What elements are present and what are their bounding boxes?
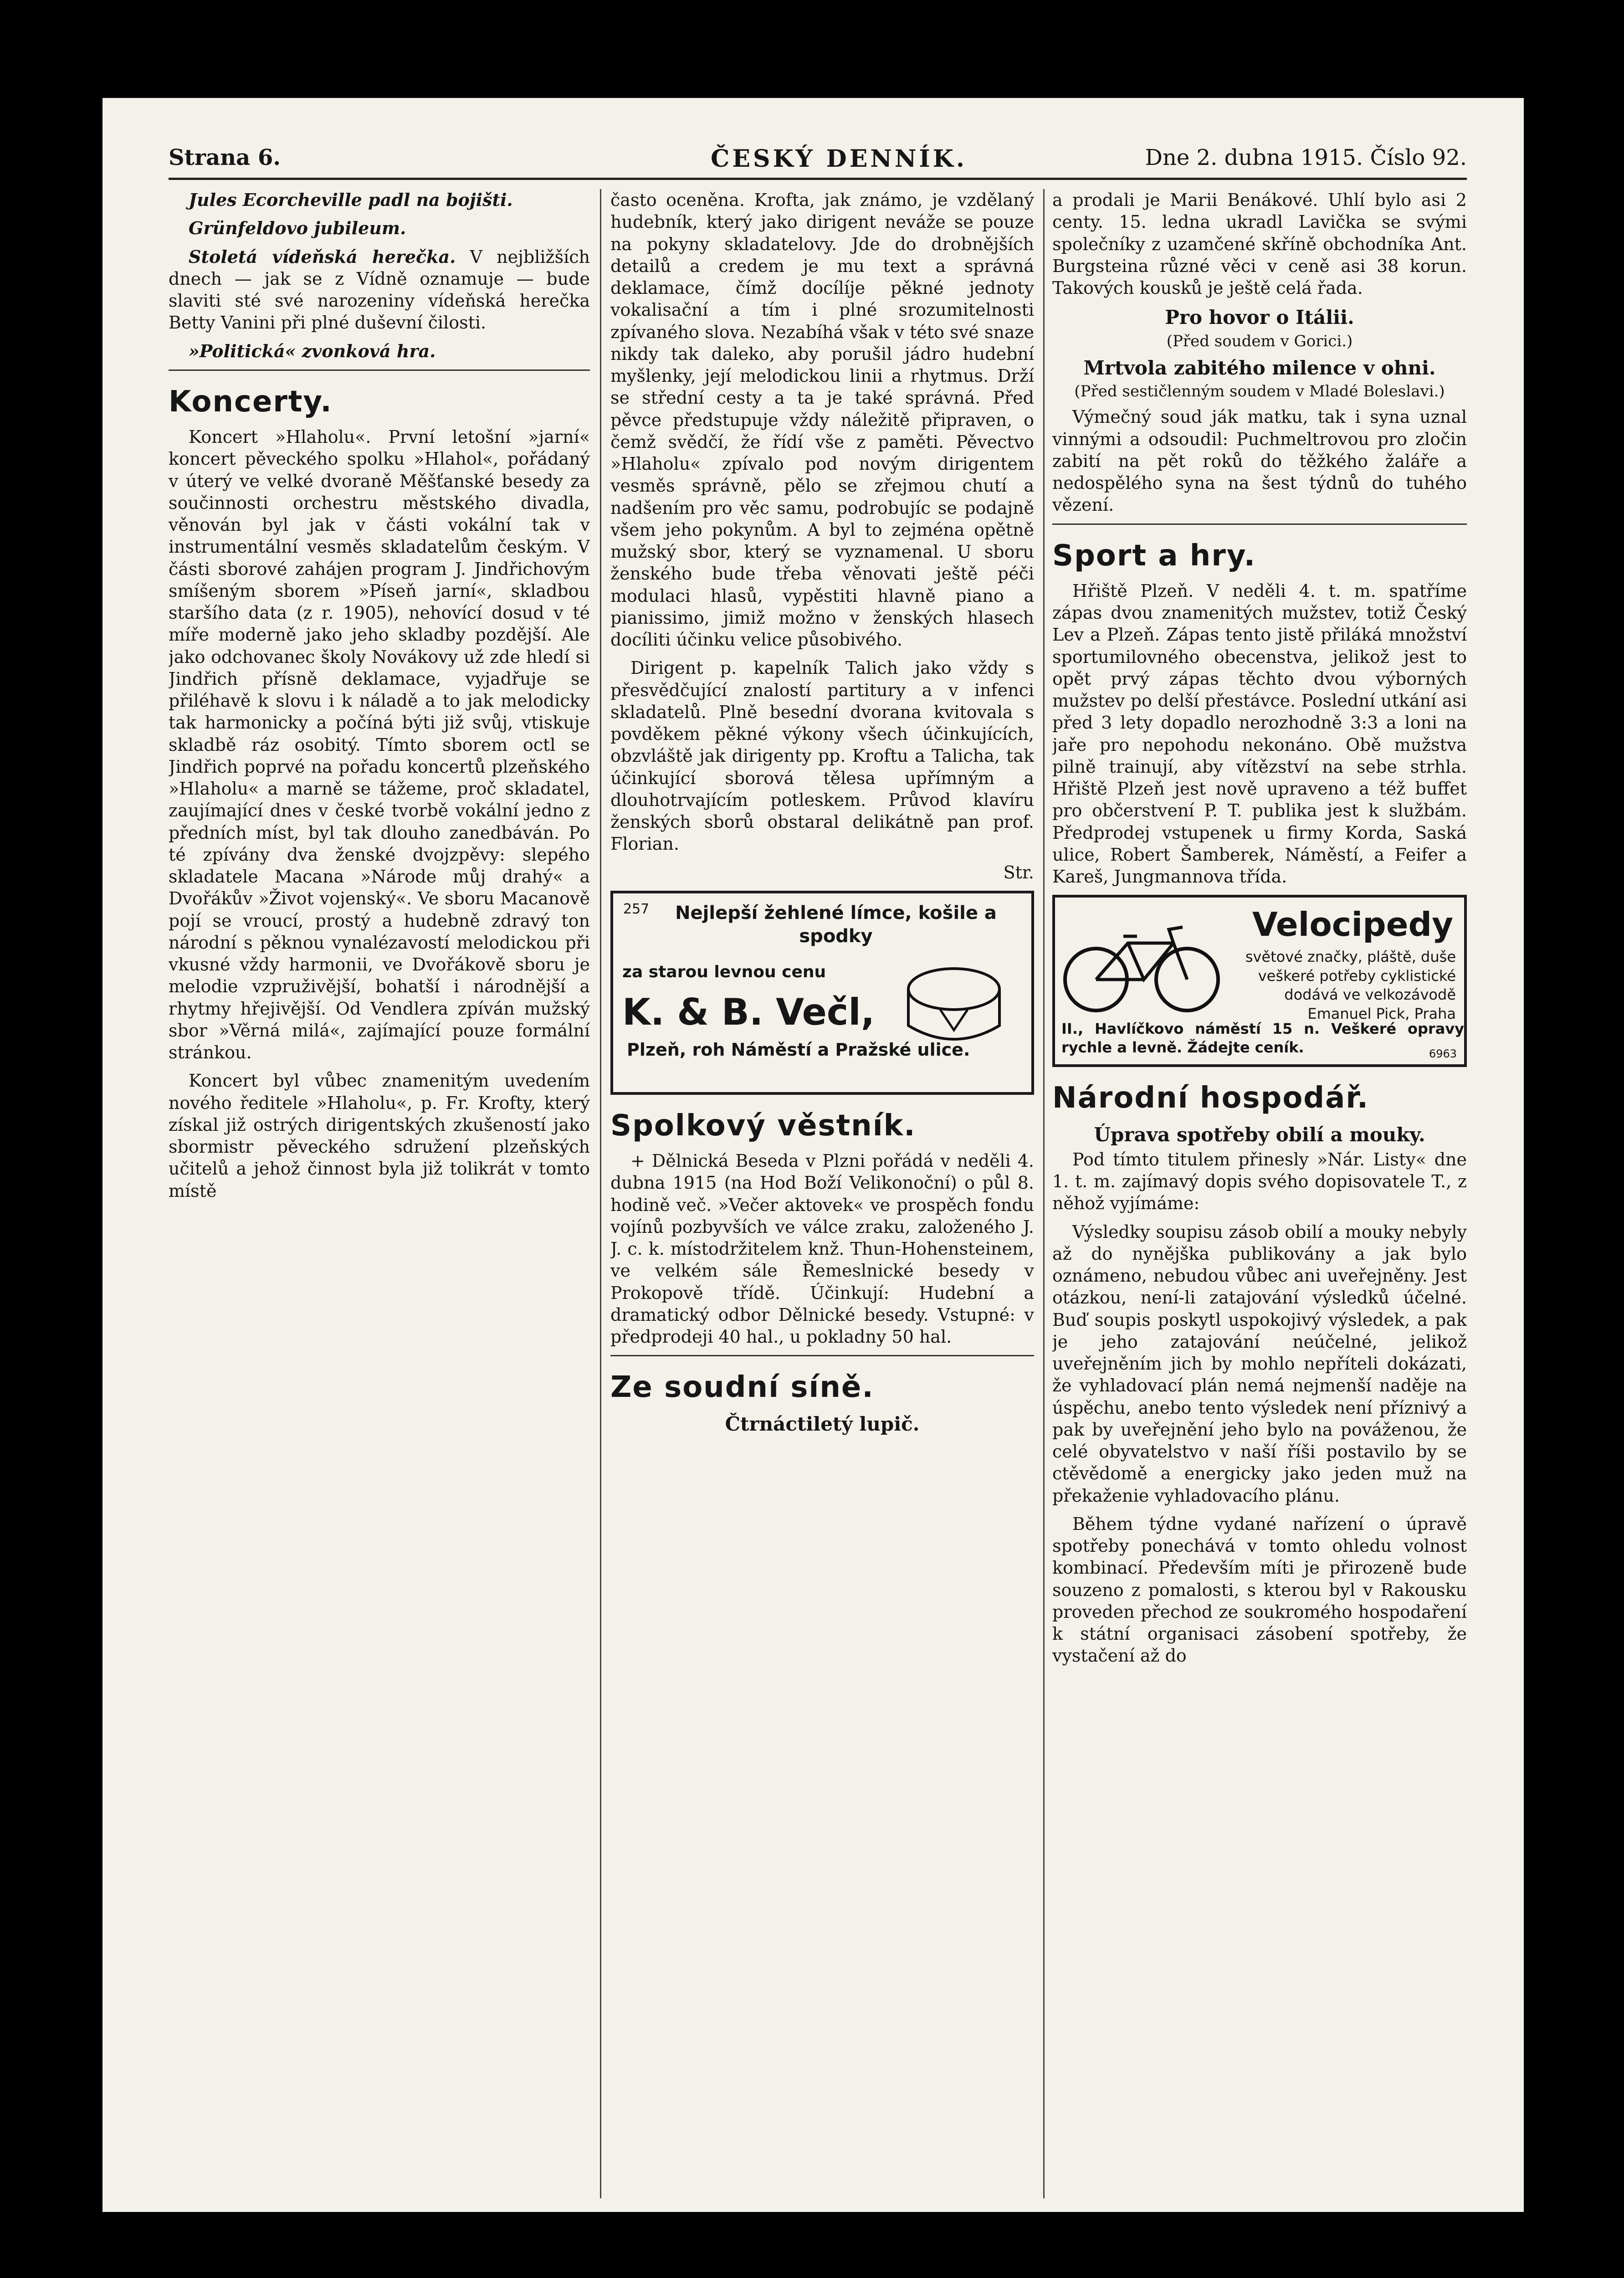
bicycle-illustration: [1060, 911, 1224, 1016]
page-header: [169, 141, 1467, 180]
article-herecka: [169, 246, 590, 334]
article-grunfeld: [169, 217, 590, 239]
article-text: Koncert »Hlaholu«. První letošní »jarní« koncert pěveckého spolku »Hlahol«, pořádaný v úterý ve velké dvoraně Měšťanské besedy za součinnosti orchestru městského divadla, věnován byl jak v části vokální tak v instrumentální vesměs skladatelům českým. V části sborové zahájen program J. Jindřichovým smíšeným sborem »Píseň jarní«, skladbou staršího data (z r. 1905), nehovící dosud v té míře moderně jako jeho skladby pozdější. Ale jako odchovanec školy Novákovy už zde hledí si Jindřich přísně deklamace, vyjadřuje se přiléhavě k slovu i k náladě a to jak melodicky tak harmonicky a počíná býti již svůj, vtiskuje skladbě ráz osobitý. Tímto sborem octl se Jindřich poprvé na pořadu koncertů plzeňského »Hlaholu« a marně se tážeme, proč skladatel, zaujímající dnes v české tvorbě vokální jedno z předních míst, byl tak dlouho zanedbáván. Po té zpívány dva ženské dvojzpěvy: slepého skladatele Macana »Národe můj drahý« a Dvořákův »Život vojenský«. Ve sboru Macanově pojí se vroucí, prostý a hudebně zdravý ton národní s pěknou vynalézavostí melodickou při vkusné vždy harmonii, ve Dvořákově sboru je melodie vzpruživější, bohatší i národnější a rhytmy hřejivější. Od Vendlera zpíván mužský sbor »Věrná milá«, zajímající pouze formální stránkou.: [169, 427, 590, 1063]
date-issue: Dne 2. dubna 1915. Číslo 92.: [1145, 145, 1467, 170]
article-text: Pod tímto titulem přinesly »Nár. Listy« dne 1. t. m. zajímavý dopis svého dopisovatele T., z něhož vyjímáme:: [1052, 1149, 1467, 1214]
article-text: Během týdne vydané nařízení o úpravě spotřeby ponechává v tomto ohledu volnost kombinací. Především míti je přirozeně bude souzeno z pomalosti, s kterou byl v Rakousku proveden přechod ze soukromého hospodaření k státní organisaci zásobení spotřeby, že vystačení až do: [1052, 1514, 1467, 1666]
column-2: [610, 189, 1034, 2203]
ad-address: II., Havlíčkovo náměstí 15 n. Veškeré opravy rychle a levně. Žádejte ceník.: [1061, 1020, 1464, 1056]
article-text: Koncert byl vůbec znamenitým uvedením nového ředitele »Hlaholu«, p. Fr. Krofty, který získal již ostrých dirigentských zkušeností jako sbormistr pěveckého sdružení plzeňských učitelů a jehož činnost byla již tolikrát v tomto místě: [169, 1071, 590, 1201]
ad-address: Plzeň, roh Náměstí a Pražské ulice.: [627, 1039, 970, 1060]
article-kicker: Jules Ecorcheville padl na bojišti.: [189, 190, 513, 210]
article-kicker: Grünfeldovo jubileum.: [189, 218, 406, 239]
column-rule: [600, 189, 601, 2198]
article-signature: Str.: [1003, 862, 1034, 882]
divider: [610, 1355, 1034, 1356]
ad-brand: K. & B. Večl,: [622, 990, 875, 1033]
advertisement-velocipedy: [1052, 895, 1467, 1067]
article-text: Hřiště Plzeň. V neděli 4. t. m. spatříme zápas dvou znamenitých mužstev, totiž Český Lev a Plzeň. Zápas tento jistě přiláká množství sportumilovného obecenstva, jelikož jest to opět prvý zápas těchto dvou výborných mužstev po delší přestávce. Poslední utkání asi před 3 lety dopadlo nerozhodně 3:3 a loni na jaře pro nepohodu nekonáno. Obě mužstva pilně trainují, aby vítězství na sebe strhla. Hřiště Plzeň jest nově upraveno a též buffet pro občerstvení P. T. publika jest k službám. Předprodej vstupenek u firmy Korda, Saská ulice, Robert Šamberek, Náměstí, a Feifer a Kareš, Jungmannova třída.: [1052, 580, 1467, 887]
column-3: [1052, 189, 1467, 2203]
article-title: Pro hovor o Itálii.: [1165, 306, 1354, 329]
ad-title: Velocipedy: [1252, 905, 1453, 944]
masthead: ČESKÝ DENNÍK.: [711, 145, 968, 173]
ad-text: světové značky, pláště, duše veškeré potřeby cyklistické dodává ve velkozávodě Emanuel Pick, Praha: [1245, 948, 1456, 1023]
article-text: Dirigent p. kapelník Talich jako vždy s přesvědčující znalostí partitury a v infenci skladatelů. Plně besední dvorana kvitovala s povděkem pěkné výkony všech účinkujících, obzvláště jak dirigenty pp. Kroftu a Talicha, tak účinkující sborová tělesa upřímným a dlouhotrvajícím potleskem. Průvod klavíru ženských sborů obstaral delikátně pan prof. Florian.: [610, 658, 1034, 854]
collar-illustration: [904, 962, 1004, 1053]
section-heading-soudni-sin: Ze soudní síně.: [610, 1370, 874, 1405]
article-text: často oceněna. Krofta, jak známo, je vzdělaný hudebník, který jako dirigent neváže se pouze na pokyny skladatelovy. Jde do drobnějších detailů a credem je mu text a správná deklamace, čímž docílíje pěkné jednoty vokalisační a tím i plné srozumitelnosti zpívaného slova. Nezabíhá však v této své snaze nikdy tak daleko, aby porušil jádro hudební myšlenky, její melodickou linii a rhytmus. Drží se střední cesty a ta je také správná. Před pěvce předstupuje vždy náležitě připraven, o čemž svědčí, že řídí vše z paměti. Pěvectvo »Hlaholu« zpívalo pod novým dirigentem vesměs správně, pělo se zřejmou chutí a nadšením pro věc samu, podrobujíc se podajně všem jeho pokynům. A byl to zejména opětně mužský sbor, který se vyznamenal. U sboru ženského bude třeba věnovati ještě péči modulaci hlasů, vypěstiti hlavně piano a pianissimo, jimiž možno v ženských hlasech docíliti účinku velice působivého.: [610, 190, 1034, 650]
column-1: [169, 189, 590, 2203]
article-title: Úprava spotřeby obilí a mouky.: [1094, 1123, 1425, 1146]
advertisement-vecl: [610, 891, 1034, 1095]
section-heading-spolkovy-vestnik: Spolkový věstník.: [610, 1108, 916, 1143]
article-kicker: »Politická« zvonková hra.: [189, 340, 436, 361]
article-text: Výmečný soud ják matku, tak i syna uznal vinnými a odsoudil: Puchmeltrovou pro zločin zabití na pět roků do těžkého žaláře a nedospělého syna na šest týdnů do tuhého vězení.: [1052, 407, 1467, 515]
article-title: Mrtvola zabitého milence v ohni.: [1083, 356, 1436, 379]
ad-number: 6963: [1429, 1047, 1457, 1060]
article-subtitle: (Před sestičlenným soudem v Mladé Boleslavi.): [1074, 382, 1445, 401]
section-heading-koncerty: Koncerty.: [169, 385, 333, 419]
divider: [169, 369, 590, 371]
section-heading-sport: Sport a hry.: [1052, 539, 1256, 573]
article-ecorcheville: [169, 189, 590, 211]
article-subtitle: (Před soudem v Gorici.): [1166, 332, 1353, 350]
ad-subline: za starou levnou cenu: [622, 962, 826, 981]
ad-headline: Nejlepší žehlené límce, košile a spodky: [675, 902, 997, 947]
article-title: Čtrnáctiletý lupič.: [725, 1412, 920, 1435]
section-heading-narodni-hospodar: Národní hospodář.: [1052, 1081, 1369, 1115]
column-rule: [1043, 189, 1045, 2198]
newspaper-page: [102, 98, 1524, 2212]
divider: [1052, 523, 1467, 525]
article-text: a prodali je Marii Benákové. Uhlí bylo asi 2 centy. 15. ledna ukradl Lavička se svými společníky z uzamčené skříně obchodníka Ant. Burgsteina různé věci v ceně asi 38 korun. Takových kousků je ještě celá řada.: [1052, 190, 1467, 298]
ad-number: 257: [623, 901, 650, 917]
article-text: Výsledky soupisu zásob obilí a mouky nebyly až do nynějška publikovány a jak bylo oznámeno, nebudou vůbec ani uveřejněny. Jest otázkou, není-li zatajování výsledků účelné. Buď soupis poskytl uspokojivý výsledek, a pak je jeho zatajování neúčelné, jelikož uveřejněním jich by mohlo nepříteli dokázati, že vyhladovací plán nemá nejmenší naděje na úspěchu, anebo tento výsledek není příznivý a pak by uveřejnění jeho bylo na pováženou, že celé obyvatelstvo v naší říši postavilo by se ctěvědomě a energicky jako jeden muž na překaženie vyhladovacího plánu.: [1052, 1221, 1467, 1506]
article-text: V nejbližších dnech — jak se z Vídně oznamuje — bude slaviti sté své narozeniny vídeňská herečka Betty Vanini při plné duševní čilosti.: [169, 246, 590, 333]
page-number: Strana 6.: [169, 145, 281, 170]
article-zvonkova-hra: [169, 340, 590, 362]
article-text: + Dělnická Beseda v Plzni pořádá v neděli 4. dubna 1915 (na Hod Boží Velikonoční) o půl 8. hodině več. »Večer aktovek« ve prospěch fondu vojínů pozbyvších ve válce zraku, založeného J. J. c. k. místodržitelem knž. Thun-Hohensteinem, ve velkém sále Řemeslnické besedy v Prokopově třídě. Účinkují: Hudební a dramatický odbor Dělnické besedy. Vstupné: v předprodeji 40 hal., u pokladny 50 hal.: [610, 1151, 1034, 1347]
article-kicker: Stoletá vídeňská herečka.: [189, 246, 456, 267]
